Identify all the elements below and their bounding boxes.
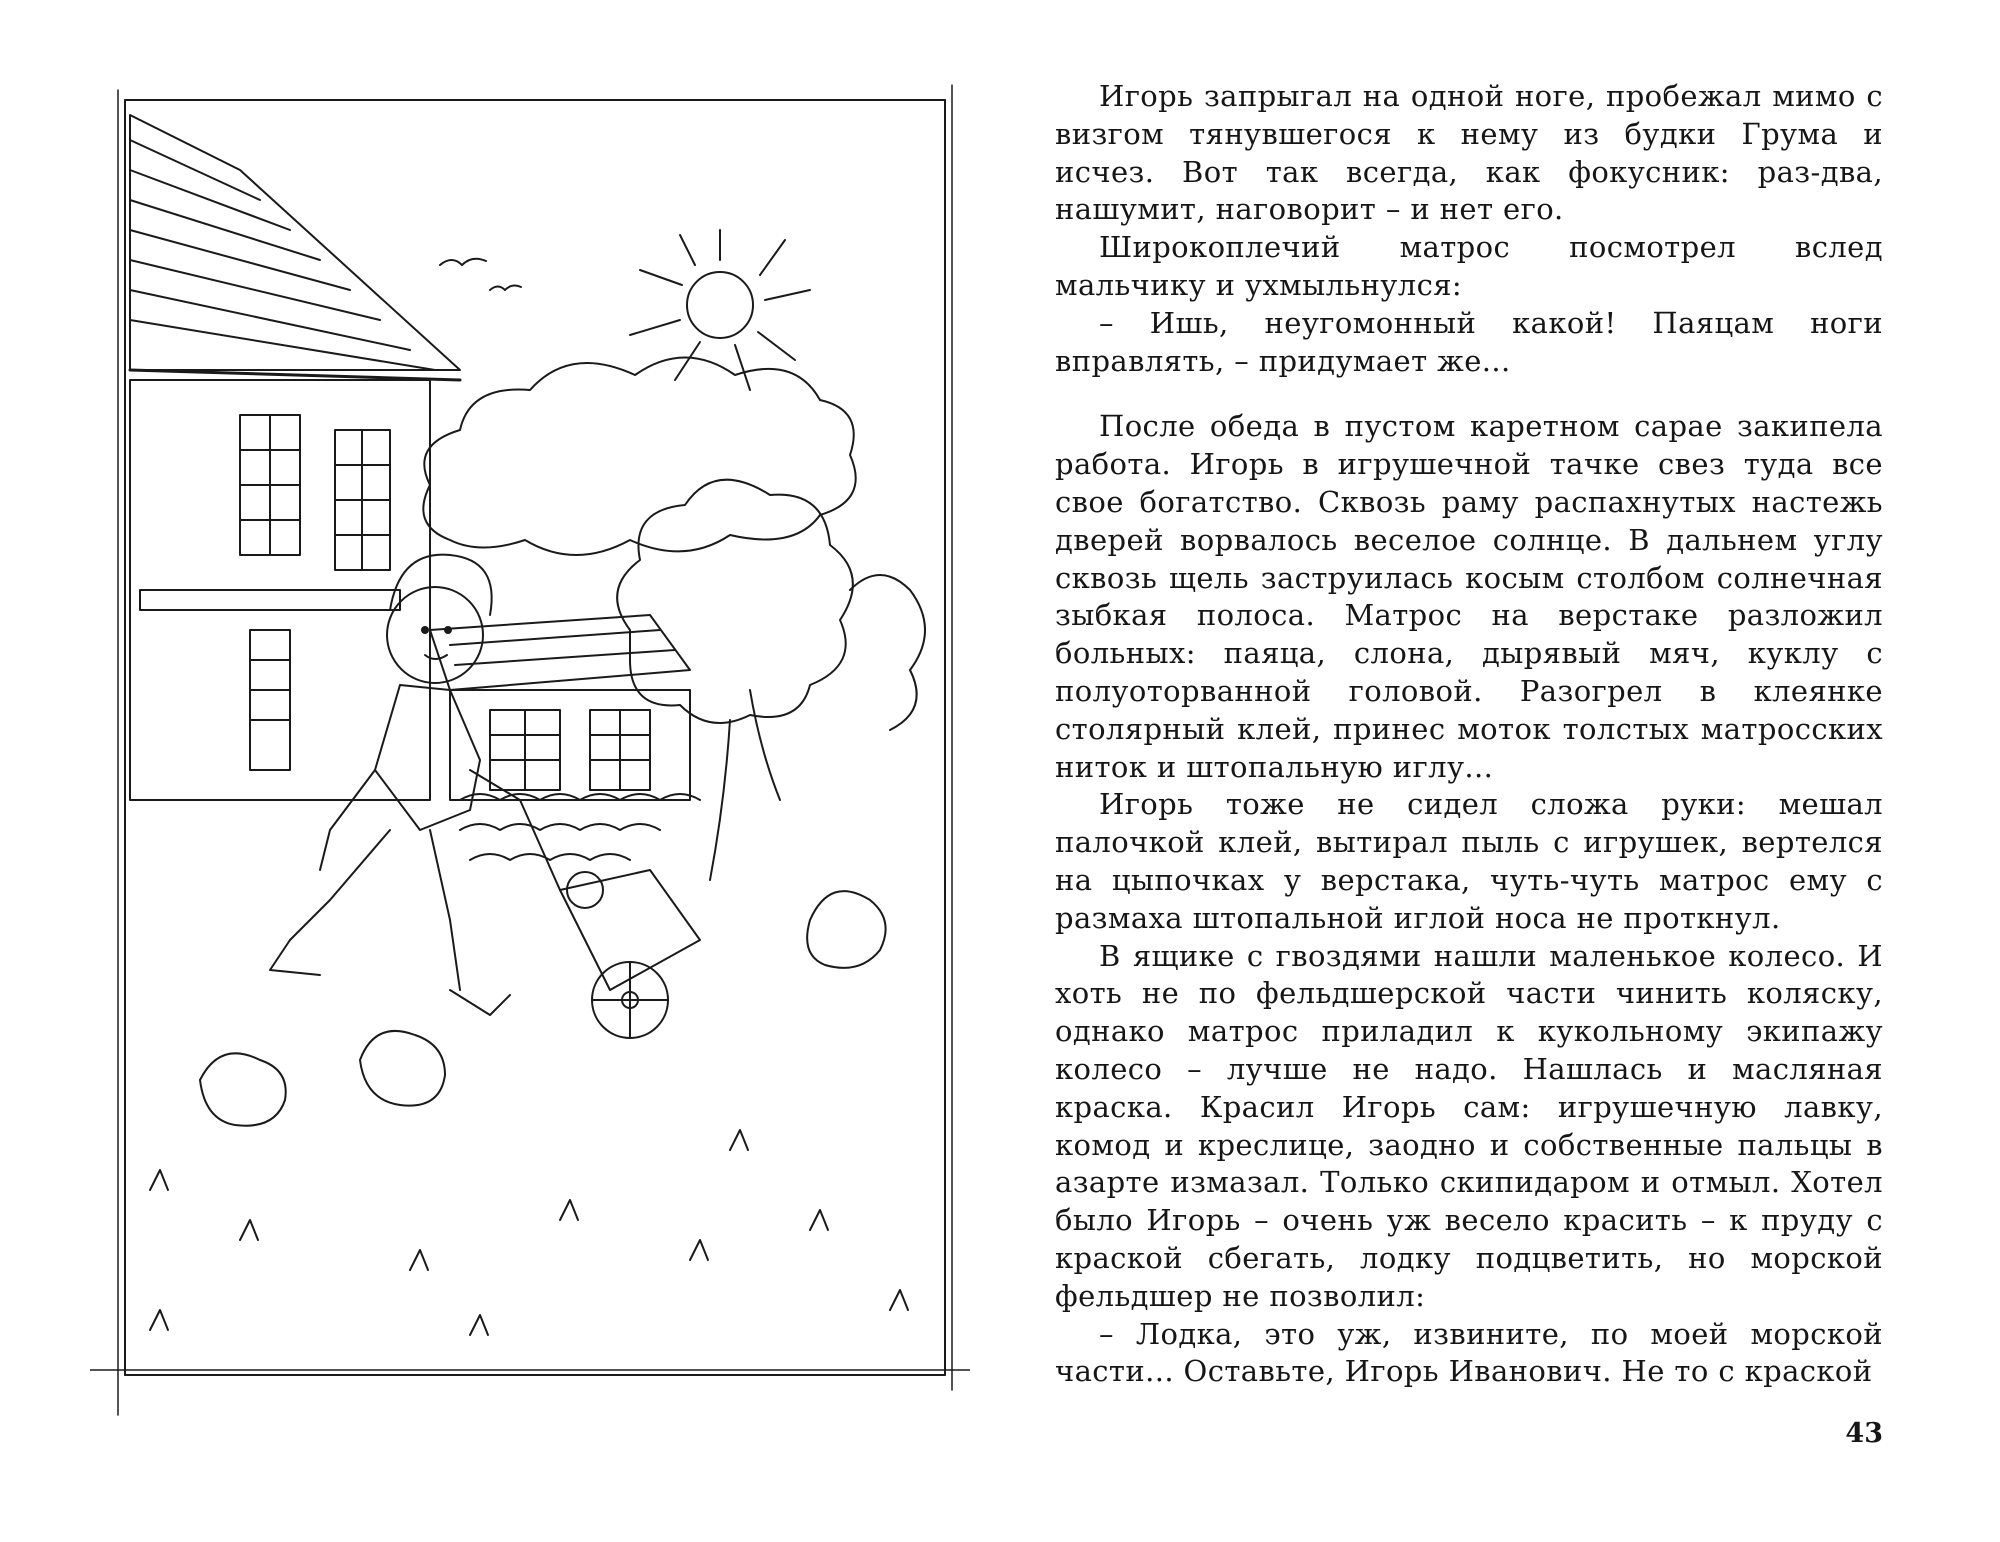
paragraph: После обеда в пустом каретном сарае закипела работа. Игорь в игрушечной тачке свез туда все свое богатство. Сквозь раму распахнутых настежь дверей ворвалось веселое солнце. В дальнем углу сквозь щель заструилась косым столбом солнечная зыбкая полоса. Матрос на верстаке разложил больных: паяца, слона, дырявый мяч, куклу с полуоторванной головой. Разогрел в клеянке столярный клей, принес моток толстых матросских ниток и штопальную иглу... xyxy=(1055,409,1883,784)
paragraph: Широкоплечий матрос посмотрел вслед мальчику и ухмыльнулся: xyxy=(1055,230,1883,302)
cloud-icon xyxy=(423,358,855,556)
paragraph: В ящике с гвоздями нашли маленькое колесо. И хоть не по фельдшерской части чинить коляску, однако матрос приладил к кукольному экипажу колесо – лучше не надо. Нашлась и масляная краска. Красил Игорь сам: игрушечную лавку, комод и креслице, заодно и собственные пальцы в азарте измазал. Только скипидаром и отмыл. Хотел было Игорь – очень уж весело красить – к пруду с краской сбегать, лодку подцветить, но морской фельдшер не позволил: xyxy=(1055,938,1883,1313)
toy-cart xyxy=(520,800,700,1038)
text-column xyxy=(1055,78,1883,1391)
ground xyxy=(150,1130,908,1335)
house-roof xyxy=(130,115,460,380)
paragraph: Игорь запрыгал на одной ноге, пробежал мимо с визгом тянувшегося к нему из будки Грума и исчез. Вот так всегда, как фокусник: раз-два, нашумит, наговорит – и нет его. xyxy=(1055,79,1883,227)
page-number: 43 xyxy=(1845,1418,1883,1449)
paragraph: – Ишь, неугомонный какой! Паяцам ноги вправлять, – придумает же... xyxy=(1055,305,1883,378)
paragraph: Игорь тоже не сидел сложа руки: мешал палочкой клей, вытирал пыль с игрушек, вертелся на цыпочках у верстака, чуть-чуть матрос ему с размаха штопальной иглой носа не проткнул. xyxy=(1055,787,1883,935)
paragraph: – Лодка, это уж, извините, по моей морской части... Оставьте, Игорь Иванович. Не то с краской xyxy=(1055,1316,1883,1389)
boy-figure xyxy=(270,555,520,1015)
birds-icon xyxy=(440,259,521,290)
illustration xyxy=(90,70,970,1430)
illustration-frame xyxy=(90,85,970,1415)
